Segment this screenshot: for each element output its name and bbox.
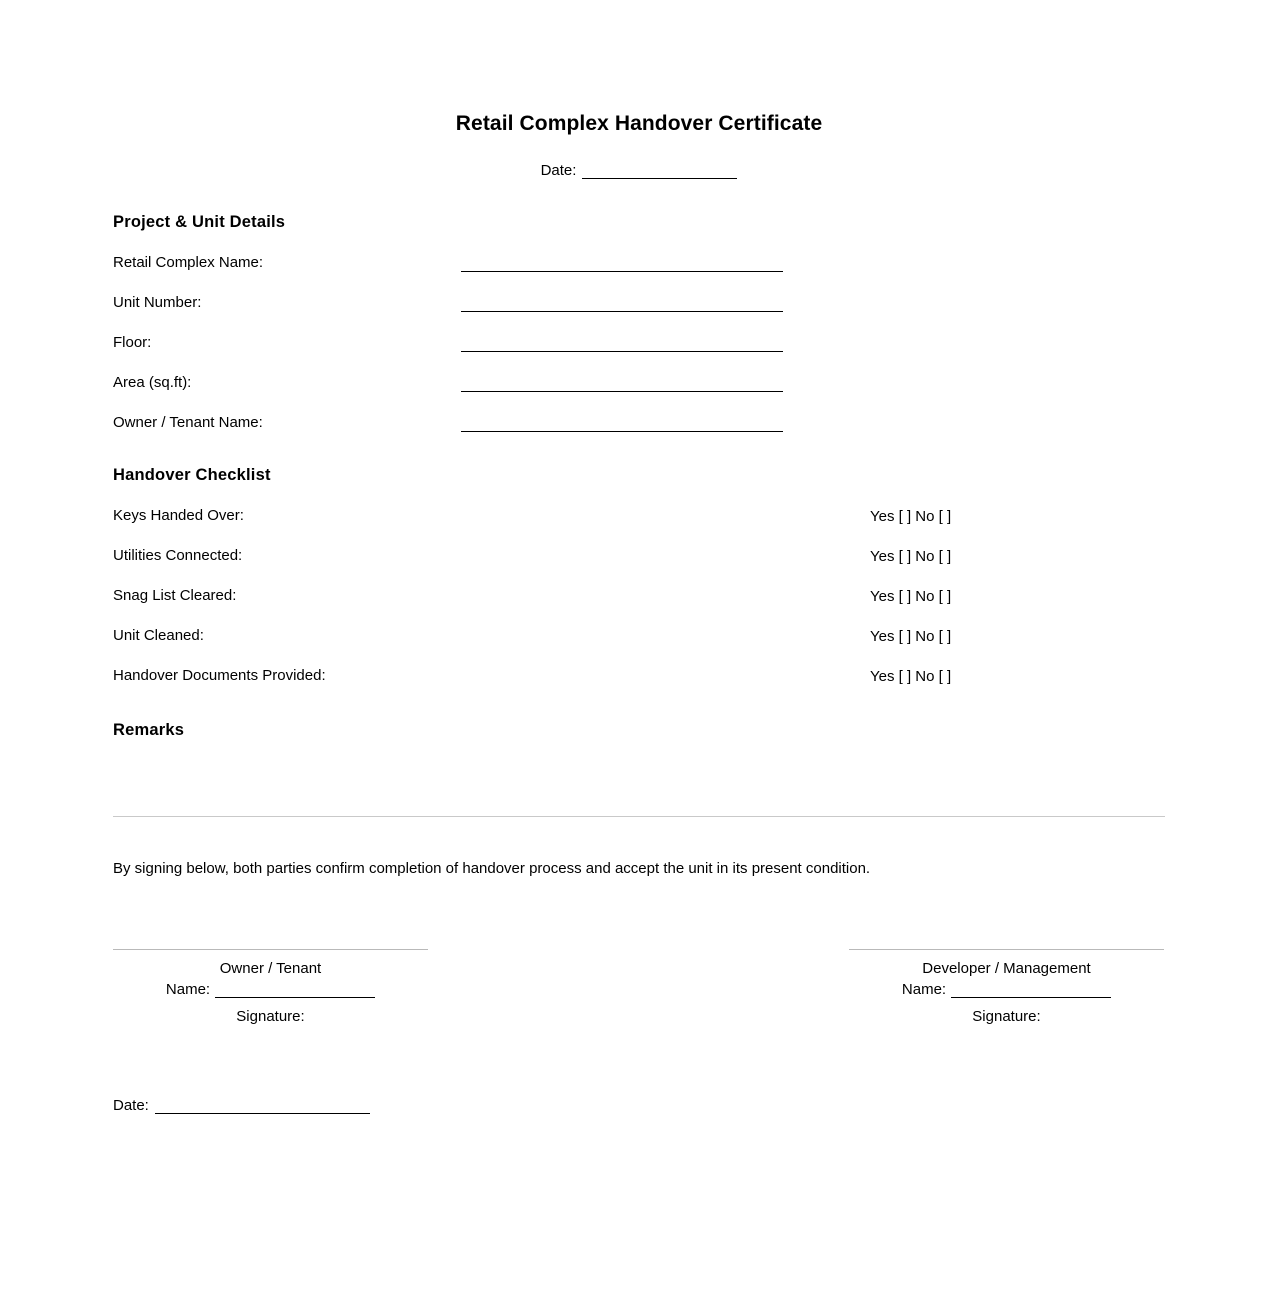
signature-line-developer-management[interactable]	[849, 949, 1164, 950]
checklist-row-keys-handed-over	[113, 507, 1165, 525]
header-date-input[interactable]	[582, 165, 737, 179]
checklist-label: Snag List Cleared:	[113, 587, 237, 604]
section-heading-remarks: Remarks	[113, 721, 185, 739]
field-row-owner-tenant-name	[113, 414, 1165, 432]
signature-block-owner-tenant	[113, 949, 428, 1025]
signature-name-input-owner-tenant[interactable]	[215, 983, 375, 998]
checklist-label: Unit Cleaned:	[113, 627, 204, 644]
signature-label-owner-tenant: Signature:	[236, 1008, 305, 1025]
field-label: Retail Complex Name:	[113, 254, 264, 271]
signature-role-developer-management: Developer / Management	[922, 960, 1091, 977]
field-input-area[interactable]	[461, 377, 783, 392]
field-label: Floor:	[113, 334, 152, 351]
field-input-unit-number[interactable]	[461, 297, 783, 312]
footer-date-input[interactable]	[155, 1099, 370, 1114]
checklist-options[interactable]: Yes [ ] No [ ]	[870, 668, 952, 685]
field-label: Unit Number:	[113, 294, 202, 311]
signature-name-row-developer-management	[849, 981, 1164, 998]
signature-name-label: Name:	[901, 981, 947, 998]
signature-line-owner-tenant[interactable]	[113, 949, 428, 950]
checklist-row-utilities-connected	[113, 547, 1165, 565]
section-heading-project-details: Project & Unit Details	[113, 213, 286, 231]
remarks-input[interactable]	[113, 740, 1165, 802]
field-input-floor[interactable]	[461, 337, 783, 352]
header-date-label: Date:	[540, 162, 577, 179]
checklist-options[interactable]: Yes [ ] No [ ]	[870, 588, 952, 605]
field-row-unit-number	[113, 294, 1165, 312]
signature-block-developer-management	[849, 949, 1164, 1025]
signature-name-label: Name:	[165, 981, 211, 998]
field-label: Owner / Tenant Name:	[113, 414, 263, 431]
field-row-area	[113, 374, 1165, 392]
footer-date-field	[113, 1097, 1165, 1114]
document-body	[0, 213, 1278, 1114]
signature-area	[113, 949, 1165, 1079]
footer-date-label: Date:	[113, 1097, 149, 1114]
signature-role-owner-tenant: Owner / Tenant	[219, 960, 322, 977]
signature-name-input-developer-management[interactable]	[951, 983, 1111, 998]
checklist-label: Handover Documents Provided:	[113, 667, 326, 684]
consent-statement: By signing below, both parties confirm completion of handover process and accept the unit in its present condition.	[113, 860, 871, 877]
field-row-floor	[113, 334, 1165, 352]
checklist-row-unit-cleaned	[113, 627, 1165, 645]
checklist-options[interactable]: Yes [ ] No [ ]	[870, 508, 952, 525]
field-row-retail-complex-name	[113, 254, 1165, 272]
checklist-label: Utilities Connected:	[113, 547, 243, 564]
signature-label-developer-management: Signature:	[972, 1008, 1041, 1025]
section-divider	[113, 816, 1165, 817]
checklist-label: Keys Handed Over:	[113, 507, 244, 524]
page-title: Retail Complex Handover Certificate	[455, 112, 823, 135]
checklist-row-handover-documents-provided	[113, 667, 1165, 685]
checklist-row-snag-list-cleared	[113, 587, 1165, 605]
field-label: Area (sq.ft):	[113, 374, 192, 391]
field-input-owner-tenant-name[interactable]	[461, 417, 783, 432]
section-heading-handover-checklist: Handover Checklist	[113, 466, 271, 484]
signature-name-row-owner-tenant	[113, 981, 428, 998]
checklist-options[interactable]: Yes [ ] No [ ]	[870, 628, 952, 645]
field-input-retail-complex-name[interactable]	[461, 257, 783, 272]
checklist-options[interactable]: Yes [ ] No [ ]	[870, 548, 952, 565]
header-date-field	[0, 162, 1278, 179]
